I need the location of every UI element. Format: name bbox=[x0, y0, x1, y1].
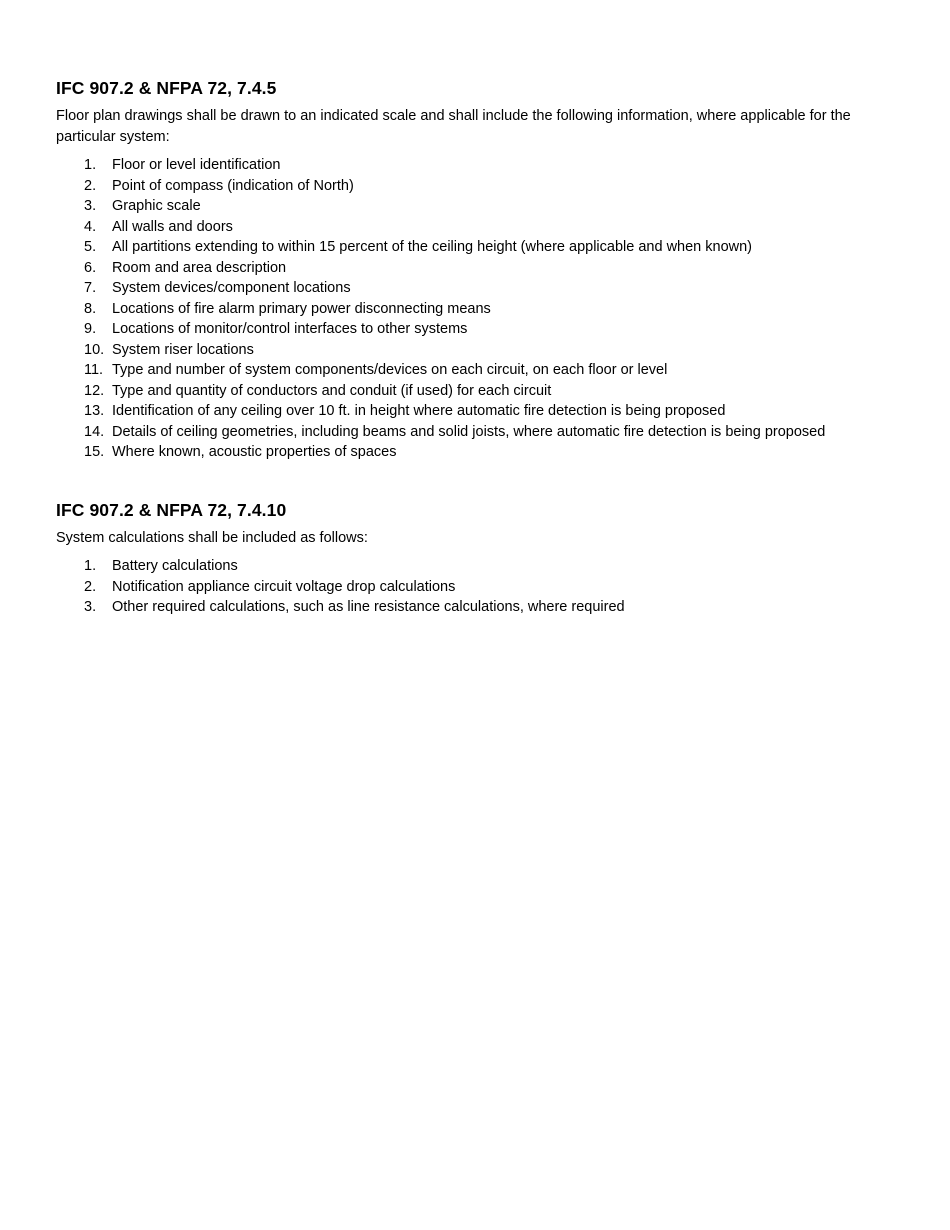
list-item bbox=[56, 422, 896, 443]
list-item-text: Type and number of system components/devices on each circuit, on each floor or level bbox=[112, 362, 668, 378]
list-item-number: 3. bbox=[84, 599, 97, 615]
list-item bbox=[56, 319, 896, 340]
calculations-list bbox=[56, 556, 896, 618]
requirements-list bbox=[56, 155, 896, 463]
list-item-text: Other required calculations, such as line resistance calculations, where required bbox=[112, 599, 625, 615]
list-item-text: Type and quantity of conductors and conduit (if used) for each circuit bbox=[112, 382, 552, 399]
list-item-number: 1. bbox=[84, 157, 97, 173]
section-system-calculations bbox=[56, 463, 896, 618]
list-item bbox=[56, 217, 896, 238]
list-item-text: Battery calculations bbox=[112, 558, 238, 574]
list-item-number: 12. bbox=[84, 382, 105, 399]
list-item bbox=[56, 597, 896, 618]
list-item-text: Notification appliance circuit voltage drop calculations bbox=[112, 578, 456, 595]
list-item bbox=[56, 176, 896, 197]
list-item bbox=[56, 360, 896, 381]
list-item-number: 11. bbox=[84, 362, 104, 378]
list-item bbox=[56, 155, 896, 176]
list-item-number: 3. bbox=[84, 198, 97, 214]
list-item-number: 9. bbox=[84, 321, 97, 337]
list-item bbox=[56, 237, 896, 258]
list-item bbox=[56, 258, 896, 279]
section-heading: IFC 907.2 & NFPA 72, 7.4.5 bbox=[56, 78, 277, 98]
list-item-text: System devices/component locations bbox=[112, 280, 351, 296]
list-item bbox=[56, 381, 896, 402]
section-floor-plan-requirements bbox=[56, 0, 896, 463]
list-item-text: Point of compass (indication of North) bbox=[112, 177, 354, 194]
list-item-text: System riser locations bbox=[112, 341, 254, 358]
list-item-text: Where known, acoustic properties of spaces bbox=[112, 444, 397, 460]
list-item-text: All partitions extending to within 15 percent of the ceiling height (where applicable and when known) bbox=[112, 239, 753, 255]
section-intro: System calculations shall be included as follows: bbox=[56, 529, 368, 546]
list-item-number: 10. bbox=[84, 341, 105, 358]
list-item-text: Locations of fire alarm primary power disconnecting means bbox=[112, 300, 491, 317]
list-item bbox=[56, 340, 896, 361]
list-item bbox=[56, 401, 896, 422]
list-item-number: 7. bbox=[84, 280, 97, 296]
section-heading: IFC 907.2 & NFPA 72, 7.4.10 bbox=[56, 499, 287, 520]
list-item-text: Graphic scale bbox=[112, 198, 201, 214]
list-item-text: Locations of monitor/control interfaces to other systems bbox=[112, 321, 468, 337]
list-item bbox=[56, 299, 896, 320]
list-item-number: 15. bbox=[84, 444, 105, 460]
list-item-number: 14. bbox=[84, 423, 105, 440]
list-item-text: Details of ceiling geometries, including beams and solid joists, where automatic fire detection is being proposed bbox=[112, 423, 826, 440]
list-item bbox=[56, 556, 896, 577]
list-item-number: 8. bbox=[84, 300, 97, 317]
list-item-number: 1. bbox=[84, 558, 97, 574]
list-item-text: Identification of any ceiling over 10 ft. in height where automatic fire detection is being proposed bbox=[112, 403, 726, 419]
list-item-number: 6. bbox=[84, 259, 97, 276]
list-item bbox=[56, 278, 896, 299]
section-intro: Floor plan drawings shall be drawn to an indicated scale and shall include the following information, where applicable for the particular system: bbox=[56, 108, 851, 145]
list-item bbox=[56, 577, 896, 598]
list-item-number: 13. bbox=[84, 403, 105, 419]
list-item-text: Room and area description bbox=[112, 259, 287, 276]
list-item bbox=[56, 196, 896, 217]
list-item-text: Floor or level identification bbox=[112, 157, 281, 173]
list-item-number: 2. bbox=[84, 177, 97, 194]
document-page bbox=[56, 0, 896, 618]
list-item-number: 4. bbox=[84, 218, 97, 235]
list-item-number: 5. bbox=[84, 239, 97, 255]
list-item-number: 2. bbox=[84, 578, 97, 595]
list-item bbox=[56, 442, 896, 463]
list-item-text: All walls and doors bbox=[112, 218, 233, 235]
